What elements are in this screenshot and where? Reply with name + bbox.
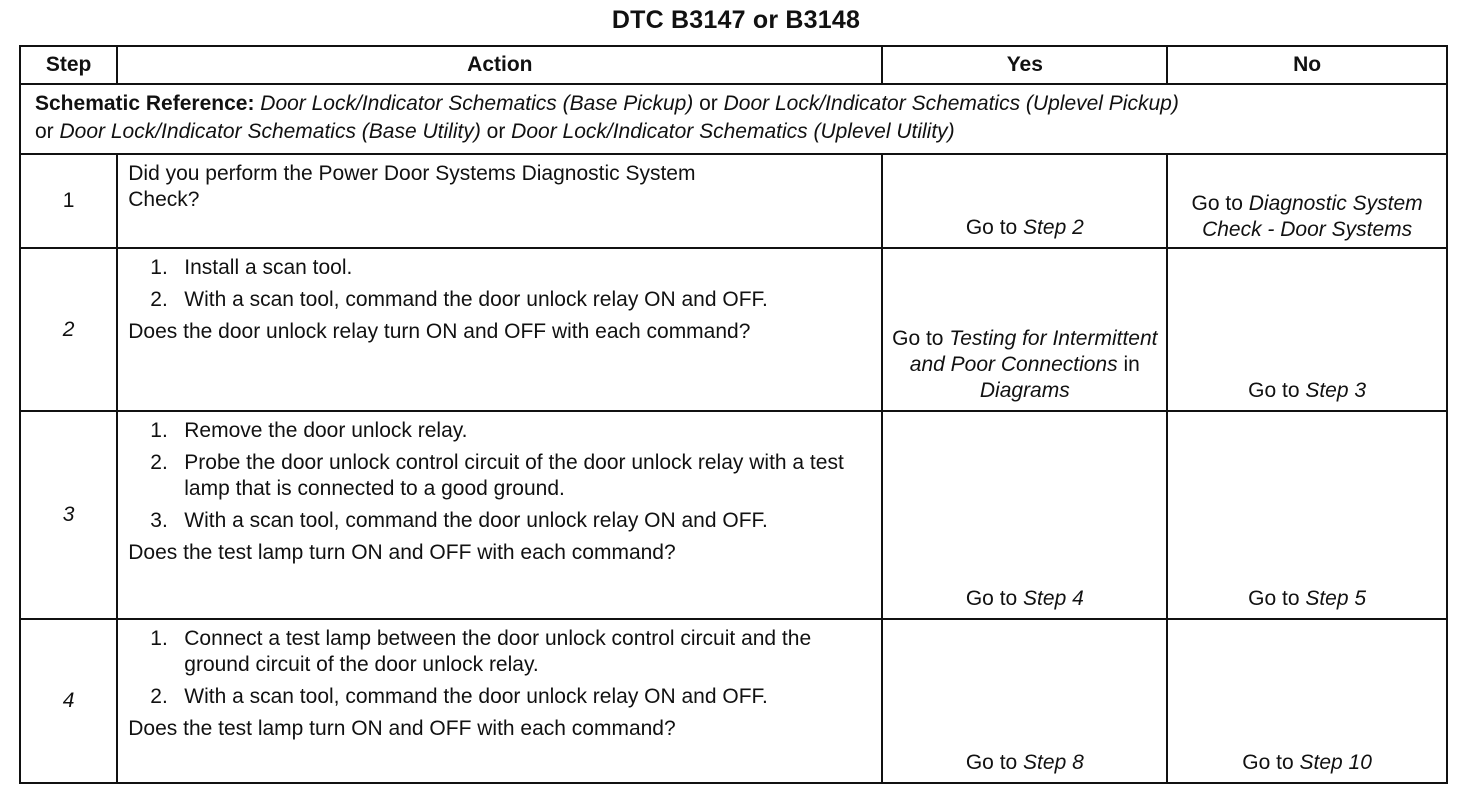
substep-list <box>128 418 871 534</box>
substep-list <box>128 255 871 313</box>
schematic-row <box>20 84 1447 154</box>
step-number: 4 <box>20 619 117 783</box>
list-item: 2. Probe the door unlock control circuit of the door unlock relay with a test lamp that is connected to a good ground. <box>150 451 844 500</box>
yes-cell <box>882 154 1167 248</box>
no-link[interactable]: Step 10 <box>1299 751 1372 774</box>
list-item: 2. With a scan tool, command the door unlock relay ON and OFF. <box>150 685 768 708</box>
yes-cell <box>882 248 1167 411</box>
go-to-text: Go to <box>1248 379 1306 402</box>
step-number: 2 <box>20 248 117 411</box>
header-no: No <box>1167 46 1447 84</box>
action-cell <box>117 411 882 619</box>
no-link[interactable]: Diagnostic System Check - Door Systems <box>1202 192 1423 241</box>
schematic-link-1[interactable]: Door Lock/Indicator Schematics (Base Pickup) <box>260 92 694 115</box>
go-to-text: Go to <box>892 327 950 350</box>
list-item: 1. Connect a test lamp between the door unlock control circuit and the ground circuit of the door unlock relay. <box>150 627 812 676</box>
yes-link[interactable]: Step 2 <box>1023 216 1084 239</box>
no-cell <box>1167 411 1447 619</box>
go-to-text: Go to <box>965 751 1024 774</box>
yes-link[interactable]: Step 8 <box>1023 751 1084 774</box>
schematic-reference <box>20 84 1447 154</box>
yes-cell <box>882 411 1167 619</box>
header-yes: Yes <box>882 46 1167 84</box>
action-cell <box>117 154 882 248</box>
list-item: 3. With a scan tool, command the door unlock relay ON and OFF. <box>150 509 768 532</box>
go-to-text: Go to <box>965 587 1024 610</box>
step-number: 1 <box>20 154 117 248</box>
no-cell <box>1167 619 1447 783</box>
go-to-text: Go to <box>965 216 1024 239</box>
go-to-text: Go to <box>1242 751 1300 774</box>
go-to-text: Go to <box>1248 587 1306 610</box>
action-cell <box>117 619 882 783</box>
no-cell <box>1167 248 1447 411</box>
schematic-link-2[interactable]: Door Lock/Indicator Schematics (Uplevel Pickup) <box>723 92 1179 115</box>
yes-link-diagrams[interactable]: Diagrams <box>979 379 1070 402</box>
table-row <box>20 154 1447 248</box>
list-item: 2. With a scan tool, command the door unlock relay ON and OFF. <box>150 288 768 311</box>
header-row <box>20 46 1447 84</box>
action-question: Did you perform the Power Door Systems Diagnostic System Check? <box>128 162 696 211</box>
schematic-link-4[interactable]: Door Lock/Indicator Schematics (Uplevel Utility) <box>511 120 955 143</box>
yes-link[interactable]: Step 4 <box>1023 587 1084 610</box>
or-text: or <box>480 120 512 143</box>
no-cell <box>1167 154 1447 248</box>
action-question: Does the test lamp turn ON and OFF with each command? <box>128 541 676 564</box>
no-link[interactable]: Step 3 <box>1305 379 1367 402</box>
substep-list <box>128 626 871 710</box>
schematic-link-3[interactable]: Door Lock/Indicator Schematics (Base Utility) <box>59 120 481 143</box>
table-row <box>20 411 1447 619</box>
list-item: 1. Remove the door unlock relay. <box>150 419 468 442</box>
action-question: Does the door unlock relay turn ON and OFF with each command? <box>128 320 751 343</box>
in-text: in <box>1117 353 1140 376</box>
yes-cell <box>882 619 1167 783</box>
header-action: Action <box>117 46 882 84</box>
or-text: or <box>693 92 724 115</box>
action-question: Does the test lamp turn ON and OFF with each command? <box>128 717 676 740</box>
yes-link[interactable]: Testing for Intermittent and Poor Connections <box>909 327 1158 376</box>
header-step: Step <box>20 46 117 84</box>
schematic-label: Schematic Reference: <box>35 92 255 115</box>
table-row <box>20 248 1447 411</box>
table-row <box>20 619 1447 783</box>
page-title: DTC B3147 or B3148 <box>611 6 861 34</box>
no-link[interactable]: Step 5 <box>1305 587 1367 610</box>
action-cell <box>117 248 882 411</box>
or-text: or <box>35 120 60 143</box>
go-to-text: Go to <box>1191 192 1249 215</box>
step-number: 3 <box>20 411 117 619</box>
diagnostic-table <box>19 45 1448 784</box>
list-item: 1. Install a scan tool. <box>150 256 353 279</box>
